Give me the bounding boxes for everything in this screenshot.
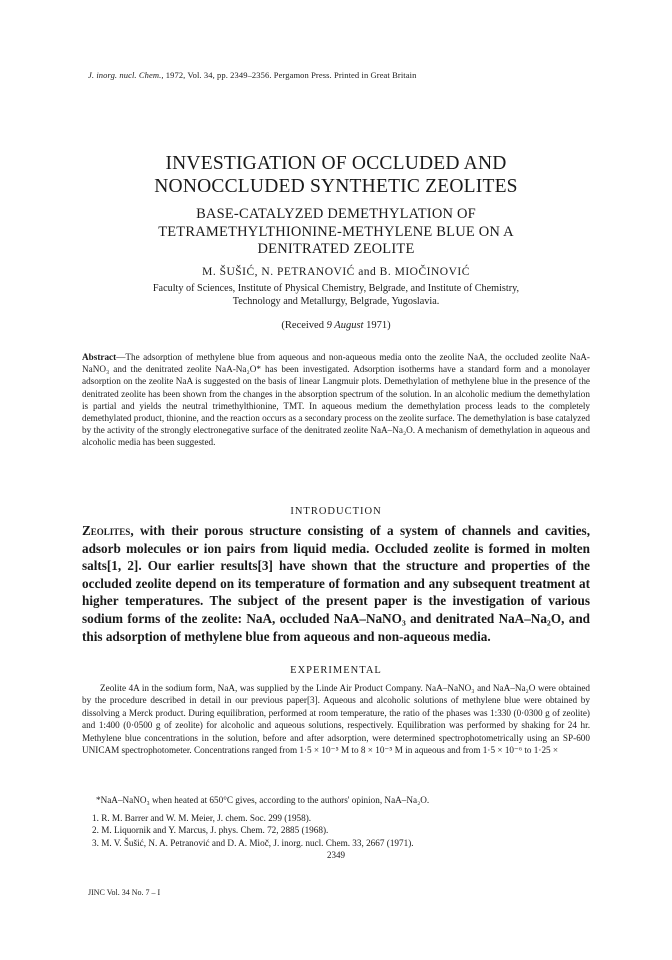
received-date	[0, 320, 672, 331]
reference-item: 1. R. M. Barrer and W. M. Meier, J. chem. Soc. 299 (1958).	[92, 813, 312, 823]
introduction-body	[82, 522, 590, 645]
journal-issue-label: JINC Vol. 34 No. 7 – I	[88, 888, 161, 897]
authors: M. ŠUŠIĆ, N. PETRANOVIĆ and B. MIOČINOVIĆ	[202, 266, 470, 278]
reference-list	[92, 812, 592, 849]
abstract-label: Abstract	[82, 352, 117, 362]
introduction-heading: INTRODUCTION	[290, 506, 382, 517]
page-number: 2349	[327, 850, 345, 860]
introduction-lead-word: Zeolites	[82, 523, 131, 538]
subtitle-line-1: BASE-CATALYZED DEMETHYLATION OF	[196, 206, 476, 222]
received-prefix: (Received	[281, 320, 324, 331]
article-title-line-1: INVESTIGATION OF OCCLUDED AND	[165, 153, 507, 174]
experimental-heading: EXPERIMENTAL	[290, 665, 382, 676]
affiliation	[100, 282, 572, 308]
abstract-text: —The adsorption of methylene blue from aqueous and non-aqueous media onto the zeolite NaA, the occluded zeolite NaA-NaNO₃ and the denitrated zeolite NaA-Na₂O* has been investigated. Adsorption isotherms have a standard form and a monolayer adsorption on the zeolite NaA is suggested on the basis of linear Langmuir plots. Demethylation of methylene blue in the presence of the denitrated zeolite has been shown from the changes in the absorption spectrum of the solution. In an alcoholic medium the demethylation is partial and yields the neutral trimethylthionine, TMT. In aqueous medium the demethylation process leads to the completely demethylated product, thionine, and the reaction occurs as a secondary process on the zeolite surface. The demethylation is base catalyzed by the activity of the strongly electronegative surface of the denitrated zeolite NaA–Na₂O. A mechanism of demethylation in aqueous and alcoholic media has been suggested.	[82, 352, 591, 448]
affiliation-line-1: Faculty of Sciences, Institute of Physical Chemistry, Belgrade, and Institute of Chemistry,	[152, 283, 520, 294]
subtitle-line-3: DENITRATED ZEOLITE	[257, 241, 415, 257]
received-day-month: 9 August	[323, 320, 367, 331]
affiliation-line-2: Technology and Metallurgy, Belgrade, Yugoslavia.	[232, 296, 440, 307]
journal-citation: 1972, Vol. 34, pp. 2349–2356. Pergamon Press. Printed in Great Britain	[163, 70, 417, 80]
journal-header	[88, 70, 416, 80]
footnote: *NaA–NaNO₃ when heated at 650°C gives, according to the authors' opinion, NaA–Na₂O.	[96, 795, 430, 805]
article-title-line-2: NONOCCLUDED SYNTHETIC ZEOLITES	[154, 176, 518, 197]
received-year: 1971)	[366, 320, 391, 331]
subtitle-line-2: TETRAMETHYLTHIONINE-METHYLENE BLUE ON A	[158, 223, 514, 240]
journal-name: J. inorg. nucl. Chem.,	[88, 70, 164, 80]
reference-item: 2. M. Liquornik and Y. Marcus, J. phys. Chem. 72, 2885 (1968).	[92, 825, 329, 836]
abstract	[82, 351, 590, 449]
reference-item: 3. M. V. Šušić, N. A. Petranović and D. A. Mioč, J. inorg. nucl. Chem. 33, 2667 (1971).	[92, 837, 414, 848]
introduction-text: , with their porous structure consisting of a system of channels and cavities, adsorb molecules or ion pairs from liquid media. Occluded zeolite is formed in molten salts[1, 2]. Our earlier results[3] have shown that the structure and properties of the occluded zeolite depend on its temperature of formation and any subsequent treatment at higher temperatures. The subject of the present paper is the investigation of various sodium forms of the zeolite: NaA, occluded NaA–NaNO₃ and denitrated NaA–Na₂O, and this adsorption of methylene blue from aqueous and non-aqueous media.	[82, 523, 590, 644]
experimental-body: Zeolite 4A in the sodium form, NaA, was supplied by the Linde Air Product Company. NaA–NaNO₃ and NaA–Na₂O were obtained by the procedure described in detail in our previous paper[3]. Aqueous and alcoholic solutions of methylene blue were obtained by dissolving a Merck product. During equilibration, performed at room temperature, the ratio of the phases was 1:330 (0·0300 g of zeolite) and 1:400 (0·0500 g of zeolite) for alcoholic and aqueous solutions, respectively. Equilibration was performed by shaking for 24 hr. Methylene blue concentrations in the solution, before and after adsorption, were determined spectrophotometrically using an SP-600 UNICAM spectrophotometer. Concentrations ranged from 1·5 × 10⁻⁵ M to 8 × 10⁻⁵ M in aqueous and from 1·5 × 10⁻⁶ to 1·25 ×	[82, 683, 590, 756]
